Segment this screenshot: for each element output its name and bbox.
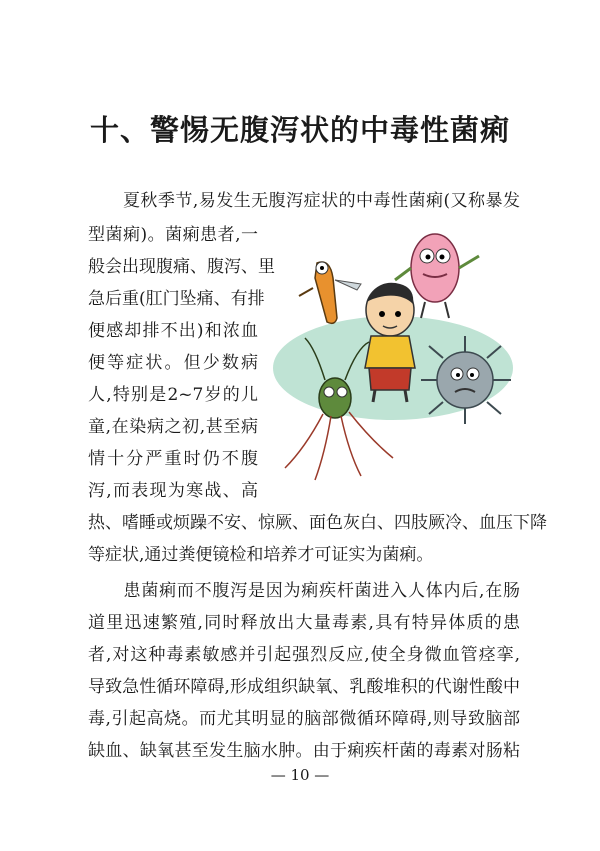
wrapped-line: 急后重(肛门坠痛、有排 bbox=[88, 289, 265, 309]
paragraph-2-line: 道里迅速繁殖,同时释放出大量毒素,具有特异体质的患 bbox=[88, 613, 520, 633]
paragraph-1-line: 热、嗜睡或烦躁不安、惊厥、面色灰白、四肢厥冷、血压下降 bbox=[88, 513, 547, 533]
wrapped-line: 型菌痢)。菌痢患者,一 bbox=[88, 225, 258, 245]
wrapped-line: 人,特别是2~7岁的儿 bbox=[88, 385, 258, 405]
orange-bug-icon bbox=[299, 262, 361, 323]
paragraph-2-line: 患菌痢而不腹泻是因为痢疾杆菌进入人体内后,在肠 bbox=[88, 581, 520, 601]
wrapped-line: 便等症状。但少数病 bbox=[88, 353, 258, 373]
paragraph-1-line: 等症状,通过粪便镜检和培养才可证实为菌痢。 bbox=[88, 545, 434, 565]
wrapped-line: 童,在染病之初,甚至病 bbox=[88, 417, 258, 437]
paragraph-2-line: 者,对这种毒素敏感并引起强烈反应,使全身微血管痉挛, bbox=[88, 645, 520, 665]
paragraph-2-line: 缺血、缺氧甚至发生脑水肿。由于痢疾杆菌的毒素对肠粘 bbox=[88, 741, 520, 761]
wrapped-line: 情十分严重时仍不腹 bbox=[88, 449, 258, 469]
page-number: — 10 — bbox=[270, 766, 330, 784]
paragraph-1-line-1: 夏秋季节,易发生无腹泻症状的中毒性菌痢(又称暴发 bbox=[88, 191, 520, 211]
wrapped-line: 般会出现腹痛、腹泻、里 bbox=[88, 257, 275, 277]
paragraph-2-line: 毒,引起高烧。而尤其明显的脑部微循环障碍,则导致脑部 bbox=[88, 709, 520, 729]
wrapped-line: 便感却排不出)和浓血 bbox=[88, 321, 258, 341]
page-title: 十、警惕无腹泻状的中毒性菌痢 bbox=[89, 113, 510, 147]
paragraph-2-line: 导致急性循环障碍,形成组织缺氧、乳酸堆积的代谢性酸中 bbox=[88, 677, 520, 697]
boy-icon bbox=[365, 283, 415, 402]
cartoon-boy-with-bacteria-icon bbox=[265, 218, 520, 490]
wrapped-line: 泻,而表现为寒战、高 bbox=[88, 481, 258, 501]
